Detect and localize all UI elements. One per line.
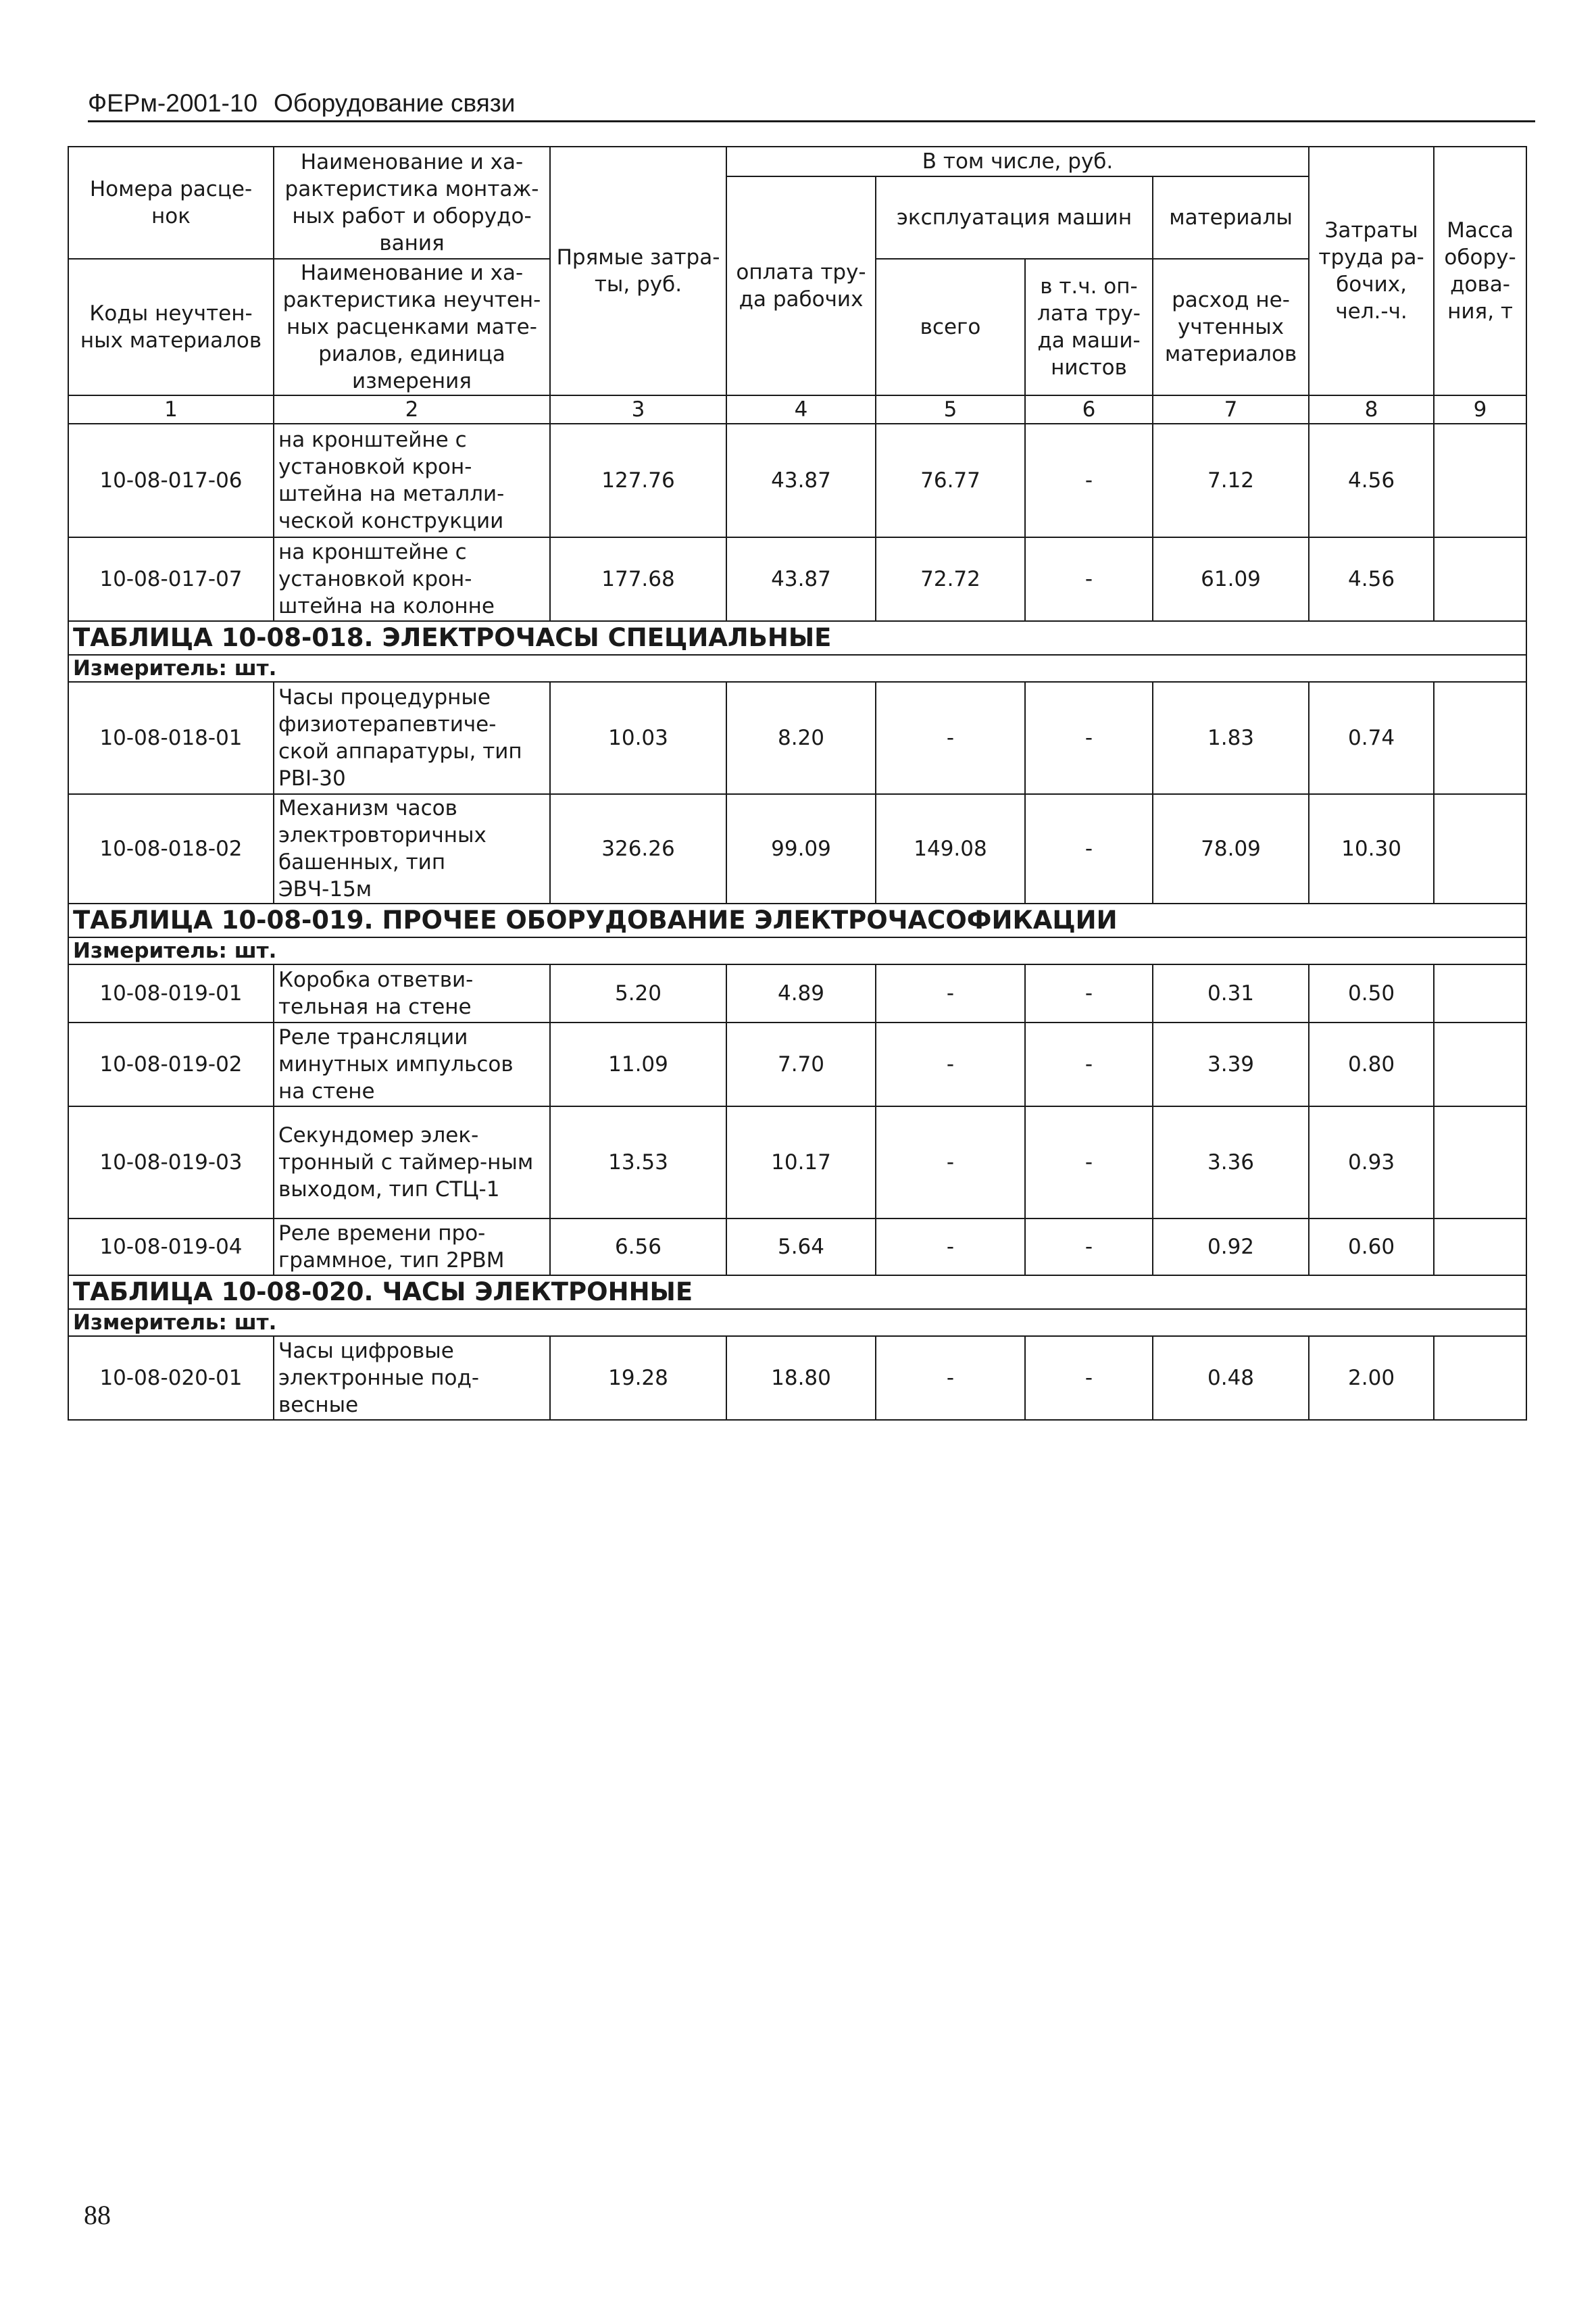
- value-labor-hours: 4.56: [1309, 424, 1434, 537]
- column-number: 6: [1025, 395, 1153, 424]
- value-mass: [1434, 1106, 1526, 1218]
- value-mass: [1434, 1023, 1526, 1106]
- rates-table: [68, 146, 1527, 1421]
- value-labor-hours: 0.80: [1309, 1023, 1434, 1106]
- column-number: 8: [1309, 395, 1434, 424]
- table-row: [68, 1218, 1526, 1275]
- work-name: Часы процедурные физиотерапевтиче-ской аппаратуры, тип PBI-30: [274, 682, 550, 794]
- value-materials: 0.92: [1153, 1218, 1309, 1275]
- value-machines: -: [876, 964, 1025, 1023]
- value-machines: -: [876, 1106, 1025, 1218]
- rate-code: 10-08-018-02: [68, 794, 274, 904]
- header-including-group: В том числе, руб.: [726, 147, 1309, 176]
- table-section-title-row: [68, 621, 1526, 655]
- value-operators: -: [1025, 682, 1153, 794]
- header-materials: материалы: [1153, 176, 1309, 259]
- header-work-name: Наименование и ха-рактеристика монтаж-ных работ и оборудо-вания: [274, 147, 550, 259]
- document-code: ФЕРм-2001-10: [88, 89, 258, 117]
- rate-code: 10-08-019-04: [68, 1218, 274, 1275]
- table-row: [68, 537, 1526, 621]
- value-labor: 4.89: [726, 964, 876, 1023]
- column-number: 2: [274, 395, 550, 424]
- value-labor: 43.87: [726, 537, 876, 621]
- value-labor-hours: 0.60: [1309, 1218, 1434, 1275]
- value-labor: 7.70: [726, 1023, 876, 1106]
- table-section-title-row: [68, 1275, 1526, 1309]
- table-row: [68, 424, 1526, 537]
- value-operators: -: [1025, 1106, 1153, 1218]
- value-labor-hours: 10.30: [1309, 794, 1434, 904]
- value-labor-hours: 4.56: [1309, 537, 1434, 621]
- value-operators: -: [1025, 964, 1153, 1023]
- value-machines: -: [876, 1218, 1025, 1275]
- value-labor: 99.09: [726, 794, 876, 904]
- table-row: [68, 964, 1526, 1023]
- value-machines: 76.77: [876, 424, 1025, 537]
- work-name: Часы цифровые электронные под-весные: [274, 1336, 550, 1420]
- value-labor: 18.80: [726, 1336, 876, 1420]
- work-name: Реле трансляции минутных импульсов на стене: [274, 1023, 550, 1106]
- value-labor-hours: 0.74: [1309, 682, 1434, 794]
- value-materials: 0.31: [1153, 964, 1309, 1023]
- value-operators: -: [1025, 1023, 1153, 1106]
- table-section-title-row: [68, 904, 1526, 937]
- header-unaccounted-material-codes: Коды неучтен-ных материалов: [68, 259, 274, 395]
- document-title: Оборудование связи: [274, 89, 516, 117]
- value-machines: -: [876, 1336, 1025, 1420]
- value-materials: 78.09: [1153, 794, 1309, 904]
- value-machines: 72.72: [876, 537, 1025, 621]
- value-labor-hours: 0.50: [1309, 964, 1434, 1023]
- value-machines: -: [876, 1023, 1025, 1106]
- value-operators: -: [1025, 537, 1153, 621]
- column-number: 4: [726, 395, 876, 424]
- table-section-unit-row: [68, 937, 1526, 964]
- table-section-title: ТАБЛИЦА 10-08-020. ЧАСЫ ЭЛЕКТРОННЫЕ: [68, 1275, 1526, 1309]
- value-labor: 10.17: [726, 1106, 876, 1218]
- value-direct: 177.68: [550, 537, 726, 621]
- header-row-1: [68, 147, 1526, 176]
- table-row: [68, 682, 1526, 794]
- value-materials: 61.09: [1153, 537, 1309, 621]
- rate-code: 10-08-017-06: [68, 424, 274, 537]
- value-machines: 149.08: [876, 794, 1025, 904]
- table-row: [68, 1106, 1526, 1218]
- value-operators: -: [1025, 794, 1153, 904]
- value-direct: 127.76: [550, 424, 726, 537]
- value-operators: -: [1025, 424, 1153, 537]
- measurement-unit: Измеритель: шт.: [68, 1309, 1526, 1336]
- value-mass: [1434, 537, 1526, 621]
- value-direct: 13.53: [550, 1106, 726, 1218]
- value-labor: 43.87: [726, 424, 876, 537]
- value-mass: [1434, 964, 1526, 1023]
- table-row: [68, 1336, 1526, 1420]
- table-row: [68, 1023, 1526, 1106]
- header-labor-hours: Затраты труда ра-бочих, чел.-ч.: [1309, 147, 1434, 395]
- header-operator-wages: в т.ч. оп-лата тру-да маши-нистов: [1025, 259, 1153, 395]
- work-name: Механизм часов электровторичных башенных, тип ЭВЧ-15м: [274, 794, 550, 904]
- rate-code: 10-08-017-07: [68, 537, 274, 621]
- value-direct: 11.09: [550, 1023, 726, 1106]
- header-equipment-mass: Масса обору-дова-ния, т: [1434, 147, 1526, 395]
- rate-code: 10-08-019-02: [68, 1023, 274, 1106]
- value-mass: [1434, 794, 1526, 904]
- value-materials: 7.12: [1153, 424, 1309, 537]
- rate-code: 10-08-019-03: [68, 1106, 274, 1218]
- value-labor-hours: 0.93: [1309, 1106, 1434, 1218]
- column-number: 7: [1153, 395, 1309, 424]
- page-header: [88, 87, 1535, 122]
- column-number-row: [68, 395, 1526, 424]
- column-number: 1: [68, 395, 274, 424]
- value-machines: -: [876, 682, 1025, 794]
- value-mass: [1434, 424, 1526, 537]
- header-unaccounted-materials-usage: расход не-учтенных материалов: [1153, 259, 1309, 395]
- table-row: [68, 794, 1526, 904]
- header-rate-numbers: Номера расце-нок: [68, 147, 274, 259]
- header-worker-wages: оплата тру-да рабочих: [726, 176, 876, 395]
- value-mass: [1434, 1218, 1526, 1275]
- value-direct: 19.28: [550, 1336, 726, 1420]
- value-labor-hours: 2.00: [1309, 1336, 1434, 1420]
- value-operators: -: [1025, 1218, 1153, 1275]
- rate-code: 10-08-019-01: [68, 964, 274, 1023]
- value-materials: 1.83: [1153, 682, 1309, 794]
- measurement-unit: Измеритель: шт.: [68, 937, 1526, 964]
- column-number: 9: [1434, 395, 1526, 424]
- value-operators: -: [1025, 1336, 1153, 1420]
- page-number: 88: [84, 2200, 111, 2230]
- rate-code: 10-08-020-01: [68, 1336, 274, 1420]
- header-machine-operation: эксплуатация машин: [876, 176, 1153, 259]
- header-unaccounted-material-name: Наименование и ха-рактеристика неучтен-ных расценками мате-риалов, единица измерения: [274, 259, 550, 395]
- table-section-title: ТАБЛИЦА 10-08-019. ПРОЧЕЕ ОБОРУДОВАНИЕ ЭЛЕКТРОЧАСОФИКАЦИИ: [68, 904, 1526, 937]
- value-labor: 8.20: [726, 682, 876, 794]
- header-machines-total: всего: [876, 259, 1025, 395]
- value-labor: 5.64: [726, 1218, 876, 1275]
- value-materials: 3.39: [1153, 1023, 1309, 1106]
- value-mass: [1434, 682, 1526, 794]
- column-number: 3: [550, 395, 726, 424]
- measurement-unit: Измеритель: шт.: [68, 655, 1526, 682]
- table-section-unit-row: [68, 1309, 1526, 1336]
- work-name: на кронштейне с установкой крон-штейна на колонне: [274, 537, 550, 621]
- table-section-unit-row: [68, 655, 1526, 682]
- value-materials: 0.48: [1153, 1336, 1309, 1420]
- value-direct: 10.03: [550, 682, 726, 794]
- value-direct: 6.56: [550, 1218, 726, 1275]
- work-name: на кронштейне с установкой крон-штейна на металли-ческой конструкции: [274, 424, 550, 537]
- value-materials: 3.36: [1153, 1106, 1309, 1218]
- value-direct: 326.26: [550, 794, 726, 904]
- value-direct: 5.20: [550, 964, 726, 1023]
- header-direct-costs: Прямые затра-ты, руб.: [550, 147, 726, 395]
- rate-code: 10-08-018-01: [68, 682, 274, 794]
- work-name: Реле времени про-граммное, тип 2РВМ: [274, 1218, 550, 1275]
- work-name: Секундомер элек-тронный с таймер-ным выходом, тип СТЦ-1: [274, 1106, 550, 1218]
- work-name: Коробка ответви-тельная на стене: [274, 964, 550, 1023]
- value-mass: [1434, 1336, 1526, 1420]
- table-section-title: ТАБЛИЦА 10-08-018. ЭЛЕКТРОЧАСЫ СПЕЦИАЛЬНЫЕ: [68, 621, 1526, 655]
- column-number: 5: [876, 395, 1025, 424]
